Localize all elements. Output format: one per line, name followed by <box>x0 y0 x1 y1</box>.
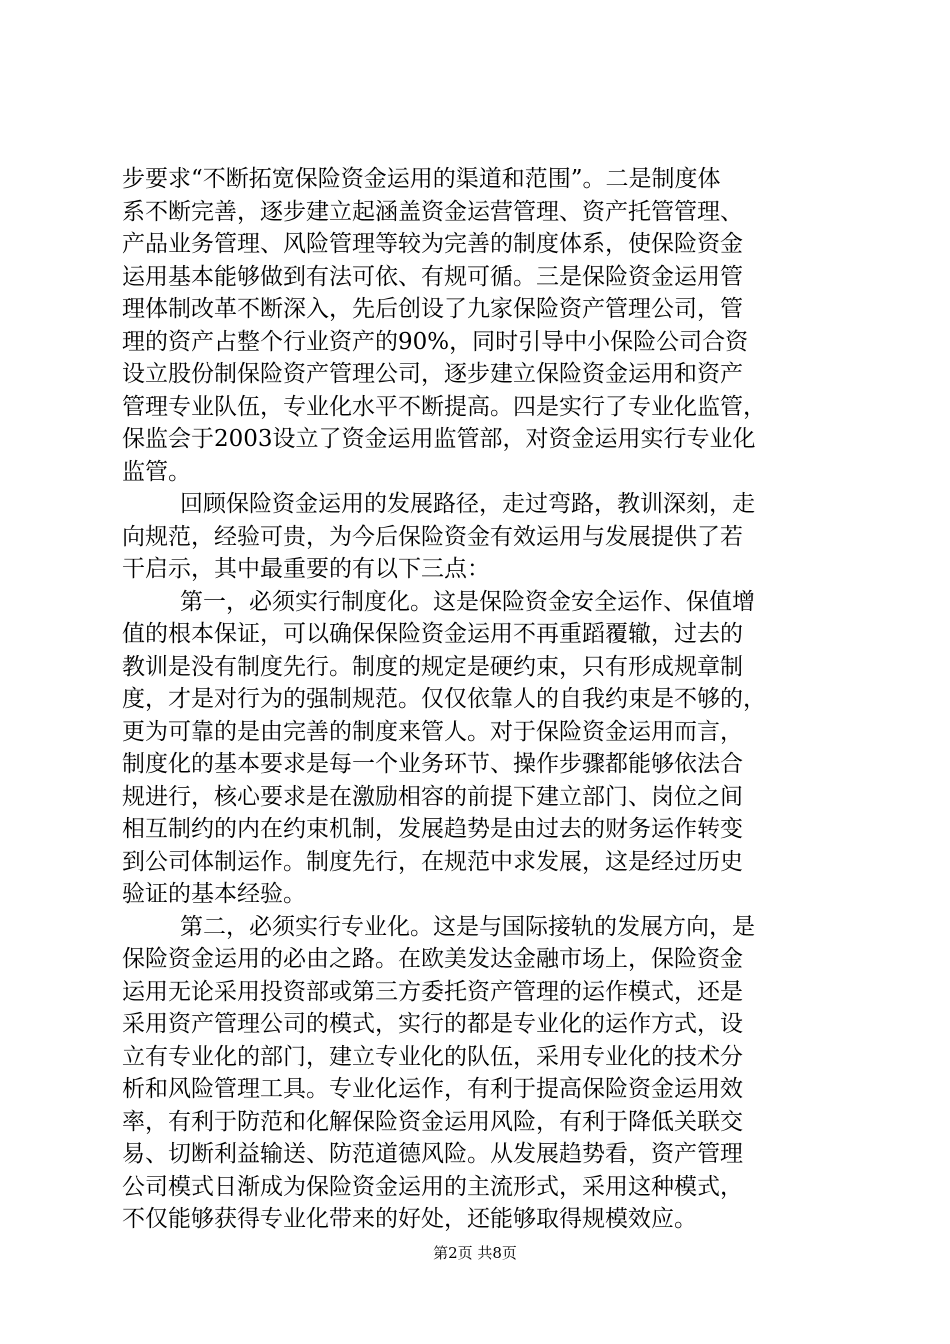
text-line: 采用资产管理公司的模式，实行的都是专业化的运作方式，设 <box>122 1011 743 1037</box>
text-line: 产品业务管理、风险管理等较为完善的制度体系，使保险资金 <box>122 231 743 257</box>
text-line: 更为可靠的是由完善的制度来管人。对于保险资金运用而言， <box>122 718 743 745</box>
text-line: 监管。 <box>122 458 191 485</box>
text-line: 立有专业化的部门，建立专业化的队伍，采用专业化的技术分 <box>122 1043 743 1070</box>
text-line: 制度化的基本要求是每一个业务环节、操作步骤都能够依法合 <box>122 751 743 777</box>
text-line: 保监会于2003设立了资金运用监管部，对资金运用实行专业化 <box>122 426 756 452</box>
text-line: 理的资产占整个行业资产的90%，同时引导中小保险公司合资 <box>122 328 749 355</box>
text-line: 干启示，其中最重要的有以下三点： <box>122 556 490 582</box>
text-line: 验证的基本经验。 <box>122 881 306 907</box>
text-line: 运用基本能够做到有法可依、有规可循。三是保险资金运用管 <box>122 263 743 290</box>
paragraph-first-line: 第二，必须实行专业化。这是与国际接轨的发展方向，是 <box>180 913 755 940</box>
text-line: 不仅能够获得专业化带来的好处，还能够取得规模效应。 <box>122 1206 697 1232</box>
text-line: 到公司体制运作。制度先行，在规范中求发展，这是经过历史 <box>122 848 743 875</box>
text-line: 理体制改革不断深入，先后创设了九家保险资产管理公司，管 <box>122 296 743 322</box>
paragraph-first-line: 第一，必须实行制度化。这是保险资金安全运作、保值增 <box>180 588 755 615</box>
text-line: 相互制约的内在约束机制，发展趋势是由过去的财务运作转变 <box>122 816 743 842</box>
text-line: 公司模式日渐成为保险资金运用的主流形式，采用这种模式， <box>122 1173 743 1200</box>
text-line: 率，有利于防范和化解保险资金运用风险，有利于降低关联交 <box>122 1108 743 1135</box>
paragraph-first-line: 回顾保险资金运用的发展路径，走过弯路，教训深刻，走 <box>180 491 755 517</box>
text-line: 系不断完善，逐步建立起涵盖资金运营管理、资产托管管理、 <box>122 198 743 225</box>
page-number-footer: 第2页 共8页 <box>433 1244 517 1262</box>
text-line: 规进行，核心要求是在激励相容的前提下建立部门、岗位之间 <box>122 783 743 810</box>
text-line: 运用无论采用投资部或第三方委托资产管理的运作模式，还是 <box>122 978 743 1005</box>
text-line: 度，才是对行为的强制规范。仅仅依靠人的自我约束是不够的， <box>122 686 766 712</box>
text-line: 保险资金运用的必由之路。在欧美发达金融市场上，保险资金 <box>122 946 743 972</box>
text-line: 易、切断利益输送、防范道德风险。从发展趋势看，资产管理 <box>122 1141 743 1167</box>
text-line: 向规范，经验可贵，为今后保险资金有效运用与发展提供了若 <box>122 523 743 550</box>
text-line: 设立股份制保险资产管理公司，逐步建立保险资金运用和资产 <box>122 361 743 387</box>
text-line: 教训是没有制度先行。制度的规定是硬约束，只有形成规章制 <box>122 653 743 680</box>
text-line: 析和风险管理工具。专业化运作，有利于提高保险资金运用效 <box>122 1076 743 1102</box>
text-line: 管理专业队伍，专业化水平不断提高。四是实行了专业化监管， <box>122 393 766 420</box>
text-line: 步要求“不断拓宽保险资金运用的渠道和范围”。二是制度体 <box>122 166 721 192</box>
text-line: 值的根本保证，可以确保保险资金运用不再重蹈覆辙，过去的 <box>122 621 743 647</box>
document-body <box>122 163 842 1236</box>
